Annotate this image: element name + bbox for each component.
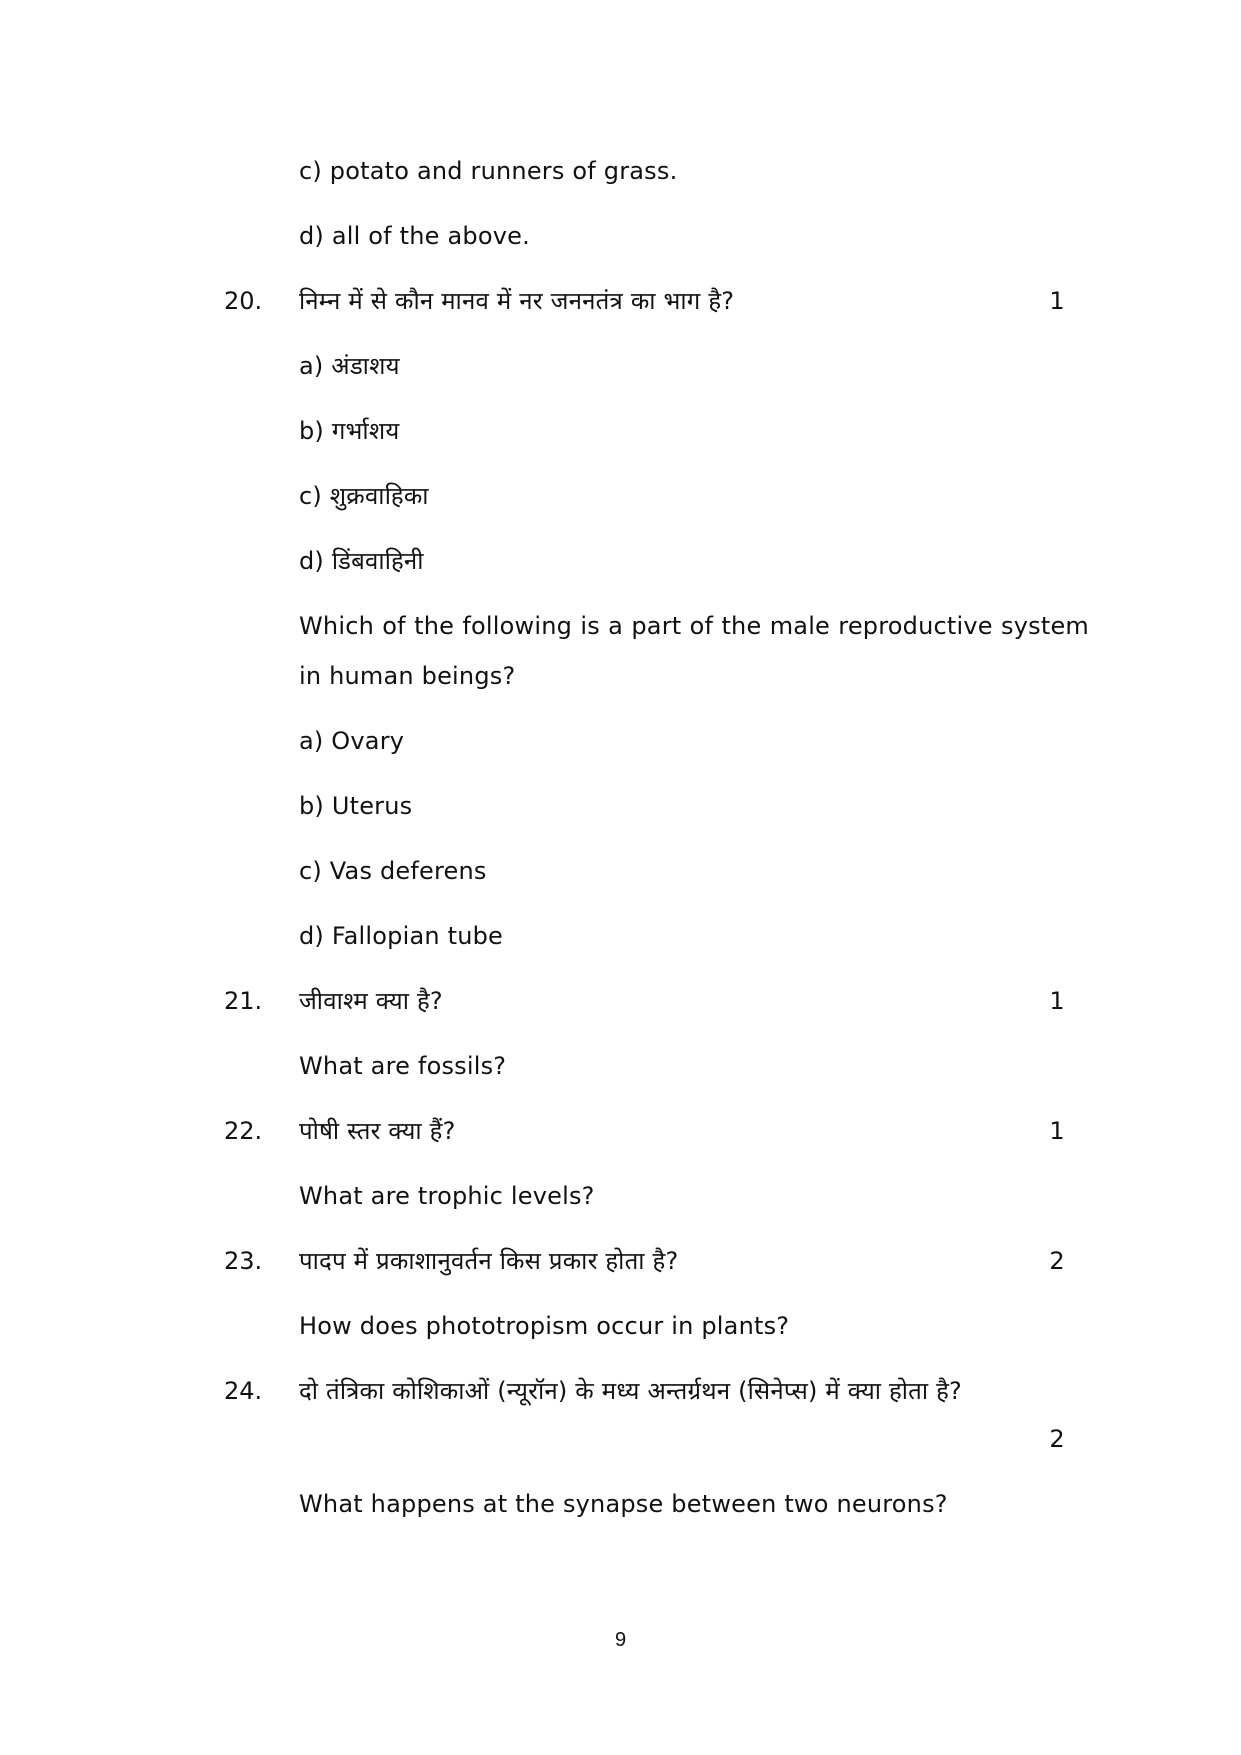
- option-b-hindi: b) गर्भाशय: [299, 417, 400, 445]
- question-text-english: How does phototropism occur in plants?: [299, 1312, 790, 1340]
- question-marks: 2: [1049, 1247, 1065, 1275]
- option-d-hindi: d) डिंबवाहिनी: [299, 547, 424, 575]
- option-a-hindi: a) अंडाशय: [299, 352, 400, 380]
- question-text-hindi: दो तंत्रिका कोशिकाओं (न्यूरॉन) के मध्य अन्तर्ग्रथन (सिनेप्स) में क्या होता है?: [299, 1377, 962, 1405]
- question-text-hindi: जीवाश्म क्या है?: [299, 987, 443, 1015]
- question-number: 20.: [224, 287, 263, 315]
- question-marks: 1: [1049, 1117, 1065, 1145]
- question-number: 21.: [224, 987, 263, 1015]
- question-text-hindi: निम्न में से कौन मानव में नर जननतंत्र का भाग है?: [299, 287, 735, 315]
- option-a-english: a) Ovary: [299, 727, 405, 755]
- question-text-english: What are fossils?: [299, 1052, 507, 1080]
- question-marks: 1: [1049, 987, 1065, 1015]
- question-number: 24.: [224, 1377, 263, 1405]
- question-marks: 1: [1049, 287, 1065, 315]
- question-number: 22.: [224, 1117, 263, 1145]
- question-text-hindi: पादप में प्रकाशानुवर्तन किस प्रकार होता है?: [299, 1247, 679, 1275]
- page-number: 9: [614, 1629, 627, 1651]
- q19-option-c: c) potato and runners of grass.: [299, 157, 678, 185]
- question-text-english: What are trophic levels?: [299, 1182, 595, 1210]
- question-text-hindi: पोषी स्तर क्या हैं?: [299, 1117, 456, 1145]
- question-text-english-line1: Which of the following is a part of the male reproductive system: [299, 612, 1089, 640]
- question-text-english: What happens at the synapse between two neurons?: [299, 1490, 948, 1518]
- option-c-hindi: c) शुक्रवाहिका: [299, 482, 429, 510]
- question-number: 23.: [224, 1247, 263, 1275]
- question-marks: 2: [1049, 1425, 1065, 1453]
- option-c-english: c) Vas deferens: [299, 857, 487, 885]
- option-b-english: b) Uterus: [299, 792, 413, 820]
- question-text-english-line2: in human beings?: [299, 662, 516, 690]
- q19-option-d: d) all of the above.: [299, 222, 530, 250]
- option-d-english: d) Fallopian tube: [299, 922, 504, 950]
